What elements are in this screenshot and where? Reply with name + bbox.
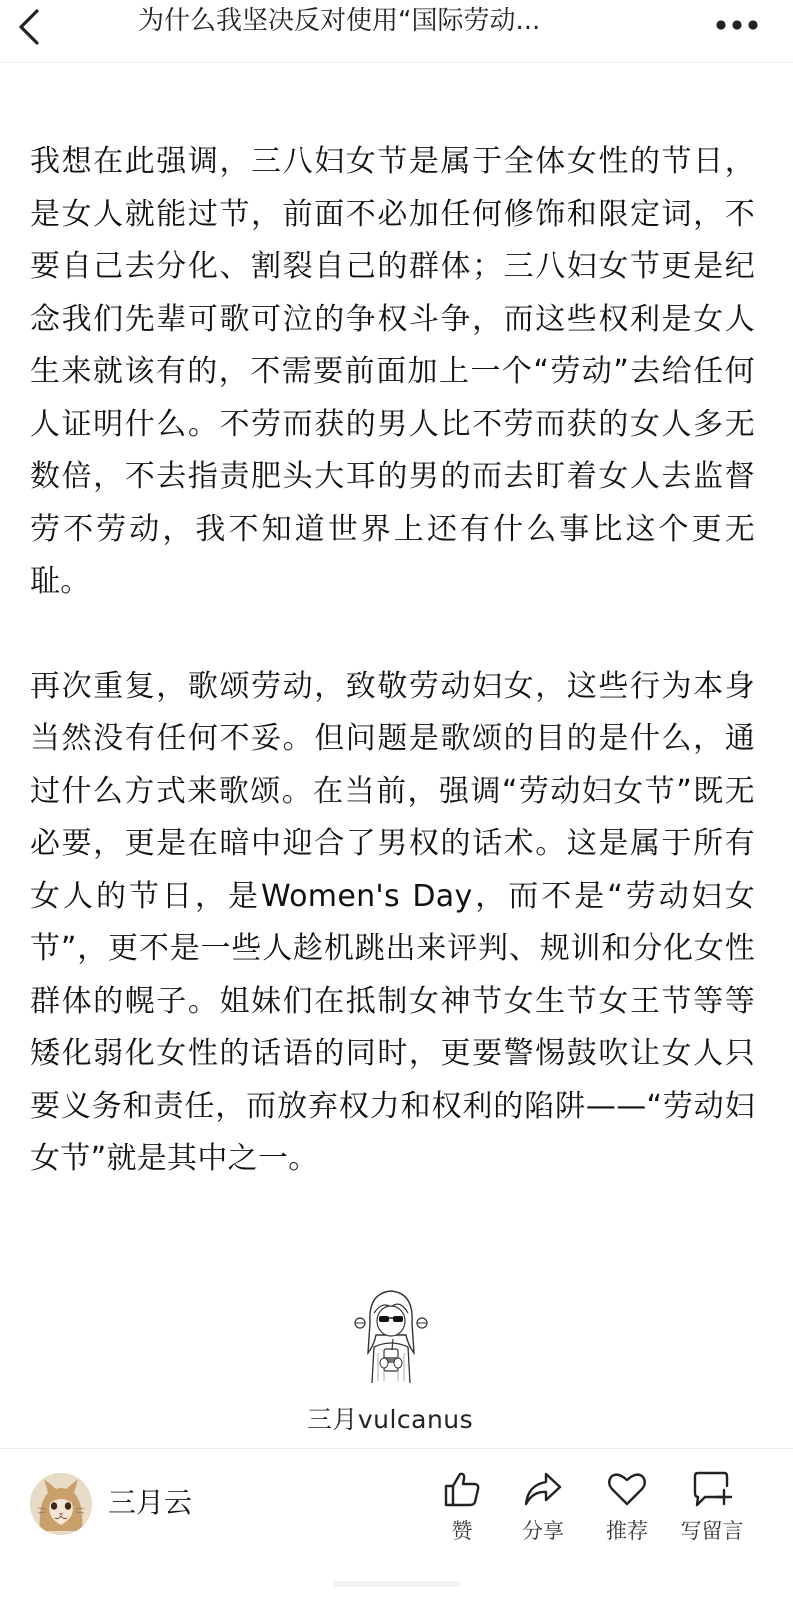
page-title: 为什么我坚决反对使用“国际劳动... bbox=[138, 6, 541, 36]
comment-plus-icon bbox=[692, 1470, 732, 1508]
heart-icon bbox=[607, 1471, 647, 1507]
more-options-button[interactable] bbox=[712, 6, 762, 44]
like-label: 赞 bbox=[451, 1519, 473, 1543]
recommend-button[interactable] bbox=[587, 1467, 667, 1553]
bottom-action-bar bbox=[0, 1448, 793, 1598]
thumbs-up-icon bbox=[443, 1470, 481, 1508]
author-illustration bbox=[348, 1283, 434, 1383]
more-horizontal-icon bbox=[715, 19, 759, 31]
like-button[interactable] bbox=[422, 1467, 502, 1553]
home-indicator bbox=[333, 1581, 460, 1587]
top-nav-bar bbox=[0, 0, 793, 63]
article-paragraph: 我想在此强调，三八妇女节是属于全体女性的节日，是女人就能过节，前面不必加任何修饰和限定词，不要自己去分化、割裂自己的群体；三八妇女节更是纪念我们先辈可歌可泣的争权斗争，而这些权利是女人生来就该有的，不需要前面加上一个“劳动”去给任何人证明什么。不劳而获的男人比不劳而获的女人多无数倍，不去指责肥头大耳的男的而去盯着女人去监督劳不劳动，我不知道世界上还有什么事比这个更无耻。 bbox=[30, 144, 755, 599]
article-paragraph: 再次重复，歌颂劳动，致敬劳动妇女，这些行为本身当然没有任何不妥。但问题是歌颂的目的是什么，通过什么方式来歌颂。在当前，强调“劳动妇女节”既无必要，更是在暗中迎合了男权的话术。这是属于所有女人的节日，是Women's Day，而不是“劳动妇女节”，更不是一些人趁机跳出来评判、规训和分化女性群体的幌子。姐妹们在抵制女神节女生节女王节等等矮化弱化女性的话语的同时，更要警惕鼓吹让女人只要义务和责任，而放弃权力和权利的陷阱——“劳动妇女节”就是其中之一。 bbox=[30, 668, 755, 1176]
share-label: 分享 bbox=[522, 1519, 564, 1543]
share-button[interactable] bbox=[503, 1467, 583, 1553]
author-name[interactable]: 三月云 bbox=[108, 1486, 193, 1519]
avatar[interactable] bbox=[30, 1473, 92, 1535]
author-signature: 三月vulcanus bbox=[306, 1405, 474, 1434]
back-button[interactable] bbox=[10, 6, 48, 48]
share-arrow-icon bbox=[523, 1471, 563, 1507]
article-body bbox=[30, 136, 755, 1186]
cat-avatar-icon bbox=[30, 1473, 92, 1535]
recommend-label: 推荐 bbox=[606, 1519, 648, 1543]
write-comment-label: 写留言 bbox=[680, 1519, 744, 1543]
write-comment-button[interactable] bbox=[672, 1467, 752, 1553]
chevron-left-icon bbox=[17, 8, 41, 46]
